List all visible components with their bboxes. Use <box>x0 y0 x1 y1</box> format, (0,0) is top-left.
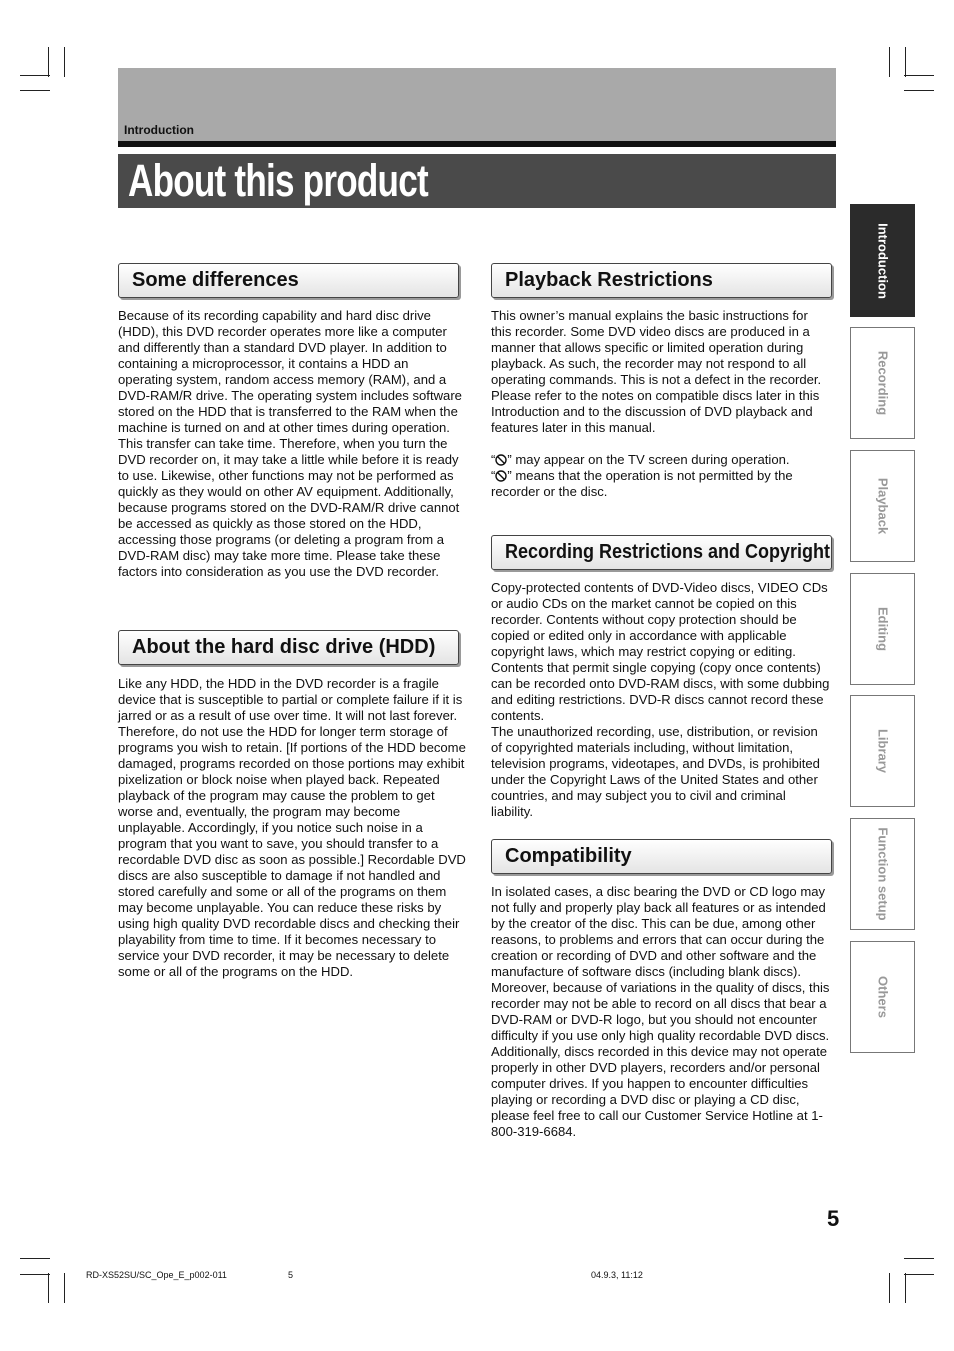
open-quote: “ <box>491 452 496 467</box>
crop-mark <box>20 90 50 91</box>
crop-mark <box>48 1273 49 1303</box>
side-tab-label: Playback <box>875 477 890 535</box>
crop-mark <box>904 1258 934 1259</box>
side-tab-label: Library <box>875 728 890 774</box>
side-tab-label: Editing <box>875 606 890 652</box>
recording-restrictions-body <box>491 580 830 820</box>
section-heading-recording-restrictions <box>491 535 832 570</box>
crop-mark <box>889 1273 890 1303</box>
side-tab-editing[interactable] <box>850 573 915 685</box>
symbol-note-line <box>491 452 830 468</box>
compatibility-body <box>491 884 830 1140</box>
open-quote: “ <box>491 468 496 483</box>
hdd-body <box>118 676 466 980</box>
footer-file: RD-XS52SU/SC_Ope_E_p002-011 <box>86 1270 227 1280</box>
section-heading-text: Recording Restrictions and Copyright <box>505 541 831 563</box>
symbol-note-line <box>491 468 830 500</box>
side-tab-label: Introduction <box>875 222 890 299</box>
paragraph: Like any HDD, the HDD in the DVD recorder is a fragile device that is susceptible to partial or complete failure if it is jarred or as a result of use over time. It will not last forever. Therefore, do not use the HDD for longer term storage of programs you wish to retain. [If portions of the HDD become damaged, programs recorded on those portions may exhibit pixelization or block noise when played back. Repeated playback of the program may cause the problem to get worse and, eventually, the program may become unplayable. Accordingly, if you notice such noise in a program that you want to save, you should transfer to a recordable DVD disc as soon as possible.] Recordable DVD discs are also susceptible to damage if not handled and stored carefully and some or all of the programs on them may become unplayable. You can reduce these risks by using high quality DVD recordable discs and checking their playability from time to time. If it becomes necessary to service your DVD recorder, it may be necessary to delete some or all of the programs on the HDD. <box>118 676 466 979</box>
section-heading-text: Some differences <box>132 269 299 291</box>
section-heading-compatibility <box>491 839 832 874</box>
crop-mark <box>889 47 890 77</box>
side-tab-label: Others <box>875 976 890 1018</box>
symbol-note-text: ” may appear on the TV screen during operation. <box>507 452 790 467</box>
side-tab-label: Recording <box>875 350 890 416</box>
prohibited-icon <box>495 454 507 466</box>
side-tab-function-setup[interactable] <box>850 818 915 930</box>
side-tab-library[interactable] <box>850 695 915 807</box>
paragraph: Because of its recording capability and hard disc drive (HDD), this DVD recorder operates more like a computer and differently than a standard DVD player. In addition to containing a microprocessor, it contains a HDD an operating system, random access memory (RAM), and a DVD-RAM/R drive. The operating system includes software stored on the HDD that is transferred to the RAM when the machine is turned on and at other times during operation. This transfer can take time. Therefore, when you turn the DVD recorder on, it may take a little while before it is ready to use. Likewise, other functions may not be performed as quickly as they would on other AV equipment. Additionally, because programs stored on the DVD-RAM/R drive cannot be accessed as quickly as those stored on the HDD, accessing those programs (or deleting a program from a DVD-RAM disc) may take more time. Please take these factors into consideration as you use the DVD recorder. <box>118 308 462 579</box>
paragraph: The unauthorized recording, use, distribution, or revision of copyrighted materials including, without limitation, television programs, videotapes, and DVDs, is prohibited under the Copyright Laws of the United States and other countries, and may subject you to civil and criminal liability. <box>491 724 820 819</box>
crop-mark <box>20 75 50 76</box>
page-title: About this product <box>128 155 428 206</box>
crop-mark <box>905 47 906 77</box>
some-differences-body <box>118 308 466 580</box>
paragraph: This owner’s manual explains the basic instructions for this recorder. Some DVD video discs are produced in a manner that allows specific or limited operation during playback. As such, the recorder may not respond to all operating commands. This is not a defect in the recorder. Please refer to the notes on compatible discs later in this Introduction and to the discussion of DVD playback and features later in this manual. <box>491 308 822 435</box>
side-tab-introduction[interactable] <box>850 204 915 317</box>
section-label: Introduction <box>124 123 194 137</box>
paragraph: In isolated cases, a disc bearing the DVD or CD logo may not fully and properly play back all features or as intended by the creator of the disc. This can be due, among other reasons, to problems and errors that can occur during the creation or recording of DVD and other software and the manufacture of software discs (including blank discs). Moreover, because of variations in the quality of discs, this recorder may not be able to record on all discs that bear a DVD-RAM or DVD-R logo, but you should not encounter difficulty if you use only high quality recordable DVD discs. Additionally, discs recorded in this device may not operate properly in other DVD players, recorders and/or personal computer drives. If you happen to encounter difficulties playing or recording a DVD disc or playing a CD disc, please feel free to call our Customer Service Hotline at 1-800-319-6684. <box>491 884 830 1139</box>
section-heading-playback-restrictions <box>491 263 832 298</box>
crop-mark <box>904 1274 934 1275</box>
paragraph: Copy-protected contents of DVD-Video discs, VIDEO CDs or audio CDs on the market cannot be copied on this recorder. Contents without copy protection should be copied or edited only in accordance with applicable copyright laws, which may restrict copying or editing. Contents that permit single copying (copy once contents) can be recorded onto DVD-RAM discs, with some dubbing and editing restrictions. DVD-R discs cannot record these contents. <box>491 580 830 723</box>
crop-mark <box>20 1258 50 1259</box>
symbol-note-text: ” means that the operation is not permitted by the recorder or the disc. <box>491 468 793 499</box>
crop-mark <box>904 75 934 76</box>
crop-mark <box>48 47 49 77</box>
playback-restrictions-body <box>491 308 830 500</box>
crop-mark <box>904 90 934 91</box>
section-heading-text: About the hard disc drive (HDD) <box>132 636 436 658</box>
header-band <box>118 68 836 141</box>
crop-mark <box>905 1273 906 1303</box>
side-tab-label: Function setup <box>875 827 890 921</box>
crop-mark <box>64 1273 65 1303</box>
footer-page: 5 <box>288 1270 294 1280</box>
section-heading-text: Playback Restrictions <box>505 269 713 291</box>
prohibited-icon <box>495 470 507 482</box>
side-tab-playback[interactable] <box>850 450 915 562</box>
crop-mark <box>64 47 65 77</box>
section-heading-some-differences <box>118 263 459 298</box>
side-tab-recording[interactable] <box>850 327 915 439</box>
side-tab-others[interactable] <box>850 941 915 1053</box>
header-rule <box>118 141 836 147</box>
page-number: 5 <box>827 1206 840 1231</box>
crop-mark <box>20 1274 50 1275</box>
section-heading-hdd <box>118 630 459 665</box>
section-heading-text: Compatibility <box>505 845 632 867</box>
footer-date: 04.9.3, 11:12 <box>591 1270 643 1280</box>
